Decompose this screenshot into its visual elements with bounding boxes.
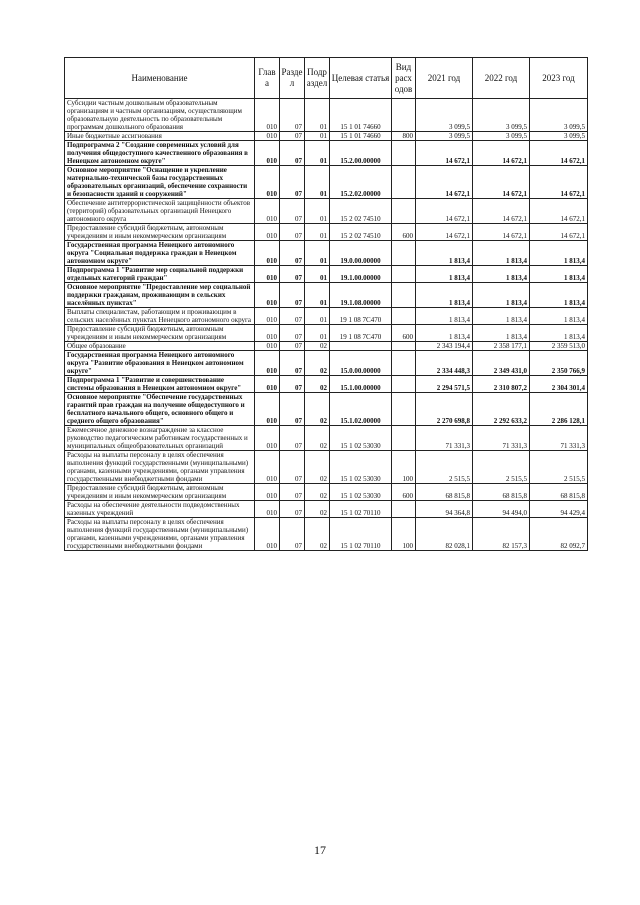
row-podrazdel: 01 bbox=[305, 308, 330, 325]
row-target bbox=[330, 342, 392, 351]
row-value-2023: 94 429,4 bbox=[530, 501, 588, 518]
row-razdel: 07 bbox=[280, 308, 305, 325]
row-vid bbox=[392, 376, 416, 393]
row-vid bbox=[392, 308, 416, 325]
row-name: Основное мероприятие "Оснащение и укрепление материально-технической базы государственных образовательных организаций, обеспечение сохранности и безопасности зданий и сооружений" bbox=[65, 166, 255, 199]
row-razdel: 07 bbox=[280, 266, 305, 283]
row-value-2022: 2 358 177,1 bbox=[473, 342, 530, 351]
row-razdel: 07 bbox=[280, 501, 305, 518]
row-value-2022: 2 349 431,0 bbox=[473, 351, 530, 376]
row-name: Общее образование bbox=[65, 342, 255, 351]
row-value-2023: 3 099,5 bbox=[530, 132, 588, 141]
row-value-2023: 3 099,5 bbox=[530, 99, 588, 132]
row-glava: 010 bbox=[255, 166, 280, 199]
row-value-2022: 1 813,4 bbox=[473, 241, 530, 266]
row-target: 15 1 01 74660 bbox=[330, 99, 392, 132]
row-vid: 600 bbox=[392, 484, 416, 501]
row-podrazdel: 02 bbox=[305, 342, 330, 351]
row-podrazdel: 01 bbox=[305, 99, 330, 132]
row-name: Выплаты специалистам, работающим и проживающим в сельских населённых пунктах Ненецкого автономного округа bbox=[65, 308, 255, 325]
row-target: 15.1.00.00000 bbox=[330, 376, 392, 393]
row-value-2021: 1 813,4 bbox=[416, 266, 473, 283]
table-row bbox=[65, 501, 588, 518]
row-value-2023: 14 672,1 bbox=[530, 224, 588, 241]
row-razdel: 07 bbox=[280, 283, 305, 308]
row-razdel: 07 bbox=[280, 518, 305, 551]
row-value-2021: 1 813,4 bbox=[416, 241, 473, 266]
row-value-2021: 1 813,4 bbox=[416, 325, 473, 342]
row-value-2023: 2 304 301,4 bbox=[530, 376, 588, 393]
row-value-2022: 94 494,0 bbox=[473, 501, 530, 518]
row-glava: 010 bbox=[255, 141, 280, 166]
row-razdel: 07 bbox=[280, 166, 305, 199]
row-name: Расходы на обеспечение деятельности подведомственных казенных учреждений bbox=[65, 501, 255, 518]
row-vid bbox=[392, 199, 416, 224]
row-value-2022: 14 672,1 bbox=[473, 141, 530, 166]
row-value-2021: 1 813,4 bbox=[416, 308, 473, 325]
row-glava: 010 bbox=[255, 342, 280, 351]
row-value-2021: 1 813,4 bbox=[416, 283, 473, 308]
row-value-2023: 1 813,4 bbox=[530, 266, 588, 283]
row-glava: 010 bbox=[255, 99, 280, 132]
row-glava: 010 bbox=[255, 325, 280, 342]
row-target: 15 1 02 53030 bbox=[330, 484, 392, 501]
row-value-2023: 1 813,4 bbox=[530, 283, 588, 308]
row-podrazdel: 01 bbox=[305, 199, 330, 224]
row-value-2021: 94 364,8 bbox=[416, 501, 473, 518]
row-podrazdel: 02 bbox=[305, 518, 330, 551]
row-value-2021: 68 815,8 bbox=[416, 484, 473, 501]
row-value-2022: 1 813,4 bbox=[473, 266, 530, 283]
row-podrazdel: 01 bbox=[305, 132, 330, 141]
row-name: Расходы на выплаты персоналу в целях обеспечения выполнения функций государственными (муниципальными) органами, казенными учреждениями, органами управления государственными внебюджетными фондами bbox=[65, 518, 255, 551]
row-razdel: 07 bbox=[280, 393, 305, 426]
row-vid: 600 bbox=[392, 224, 416, 241]
row-podrazdel: 02 bbox=[305, 376, 330, 393]
row-razdel: 07 bbox=[280, 325, 305, 342]
row-name: Иные бюджетные ассигнования bbox=[65, 132, 255, 141]
row-name: Предоставление субсидий бюджетным, автономным учреждениям и иным некоммерческим организациям bbox=[65, 224, 255, 241]
row-name: Государственная программа Ненецкого автономного округа "Социальная поддержка граждан в Ненецком автономном округе" bbox=[65, 241, 255, 266]
row-razdel: 07 bbox=[280, 199, 305, 224]
row-razdel: 07 bbox=[280, 241, 305, 266]
row-glava: 010 bbox=[255, 224, 280, 241]
row-vid bbox=[392, 283, 416, 308]
row-podrazdel: 01 bbox=[305, 166, 330, 199]
row-name: Субсидии частным дошкольным образовательным организациям и частным организациям, осуществляющим образовательную деятельность по образовательным программам дошкольного образования bbox=[65, 99, 255, 132]
row-glava: 010 bbox=[255, 393, 280, 426]
row-podrazdel: 01 bbox=[305, 241, 330, 266]
header-2022: 2022 год bbox=[473, 58, 530, 99]
row-target: 15 1 02 70110 bbox=[330, 501, 392, 518]
row-value-2022: 68 815,8 bbox=[473, 484, 530, 501]
row-value-2022: 14 672,1 bbox=[473, 199, 530, 224]
row-target: 15.2.02.00000 bbox=[330, 166, 392, 199]
table-row bbox=[65, 266, 588, 283]
row-glava: 010 bbox=[255, 376, 280, 393]
table-row bbox=[65, 342, 588, 351]
row-glava: 010 bbox=[255, 199, 280, 224]
row-value-2023: 68 815,8 bbox=[530, 484, 588, 501]
row-vid bbox=[392, 166, 416, 199]
row-podrazdel: 02 bbox=[305, 484, 330, 501]
row-glava: 010 bbox=[255, 518, 280, 551]
row-value-2022: 2 310 807,2 bbox=[473, 376, 530, 393]
row-target: 15.1.02.00000 bbox=[330, 393, 392, 426]
row-target: 15 1 02 70110 bbox=[330, 518, 392, 551]
row-value-2023: 1 813,4 bbox=[530, 308, 588, 325]
row-value-2022: 1 813,4 bbox=[473, 325, 530, 342]
row-target: 19.0.00.00000 bbox=[330, 241, 392, 266]
row-value-2021: 14 672,1 bbox=[416, 141, 473, 166]
row-value-2023: 14 672,1 bbox=[530, 166, 588, 199]
header-vid: Вид расх одов bbox=[392, 58, 416, 99]
row-target: 15 1 02 53030 bbox=[330, 451, 392, 484]
header-glava: Глав а bbox=[255, 58, 280, 99]
row-podrazdel: 01 bbox=[305, 141, 330, 166]
row-value-2023: 71 331,3 bbox=[530, 426, 588, 451]
table-row bbox=[65, 518, 588, 551]
row-razdel: 07 bbox=[280, 99, 305, 132]
row-value-2023: 82 092,7 bbox=[530, 518, 588, 551]
row-vid bbox=[392, 501, 416, 518]
row-vid: 800 bbox=[392, 132, 416, 141]
row-vid bbox=[392, 393, 416, 426]
row-glava: 010 bbox=[255, 283, 280, 308]
row-value-2022: 3 099,5 bbox=[473, 99, 530, 132]
header-razdel: Разде л bbox=[280, 58, 305, 99]
row-name: Основное мероприятие "Предоставление мер социальной поддержки гражданам, проживающим в сельских населённых пунктах" bbox=[65, 283, 255, 308]
row-razdel: 07 bbox=[280, 224, 305, 241]
row-vid bbox=[392, 342, 416, 351]
row-razdel: 07 bbox=[280, 484, 305, 501]
row-name: Обеспечение антитеррористической защищённости объектов (территорий) образовательных организаций Ненецкого автономного округа bbox=[65, 199, 255, 224]
row-glava: 010 bbox=[255, 484, 280, 501]
row-value-2021: 71 331,3 bbox=[416, 426, 473, 451]
row-target: 19 1 08 7С470 bbox=[330, 308, 392, 325]
row-target: 15 2 02 74510 bbox=[330, 199, 392, 224]
row-glava: 010 bbox=[255, 308, 280, 325]
row-podrazdel: 02 bbox=[305, 451, 330, 484]
row-podrazdel: 01 bbox=[305, 325, 330, 342]
header-row bbox=[65, 58, 588, 99]
row-vid bbox=[392, 99, 416, 132]
row-target: 19 1 08 7С470 bbox=[330, 325, 392, 342]
page-number: 17 bbox=[314, 843, 326, 857]
row-value-2021: 14 672,1 bbox=[416, 224, 473, 241]
row-value-2021: 2 294 571,5 bbox=[416, 376, 473, 393]
row-vid bbox=[392, 266, 416, 283]
row-value-2023: 2 515,5 bbox=[530, 451, 588, 484]
row-value-2021: 2 515,5 bbox=[416, 451, 473, 484]
row-glava: 010 bbox=[255, 451, 280, 484]
row-value-2022: 1 813,4 bbox=[473, 283, 530, 308]
budget-table bbox=[64, 57, 588, 551]
row-value-2022: 2 292 633,2 bbox=[473, 393, 530, 426]
row-razdel: 07 bbox=[280, 342, 305, 351]
row-glava: 010 bbox=[255, 351, 280, 376]
table-body bbox=[65, 99, 588, 551]
row-value-2022: 2 515,5 bbox=[473, 451, 530, 484]
row-target: 15 1 02 53030 bbox=[330, 426, 392, 451]
row-value-2021: 3 099,5 bbox=[416, 99, 473, 132]
row-value-2022: 3 099,5 bbox=[473, 132, 530, 141]
row-glava: 010 bbox=[255, 132, 280, 141]
row-podrazdel: 02 bbox=[305, 501, 330, 518]
row-podrazdel: 02 bbox=[305, 393, 330, 426]
header-name: Наименование bbox=[65, 58, 255, 99]
row-value-2021: 14 672,1 bbox=[416, 199, 473, 224]
table-row bbox=[65, 426, 588, 451]
row-value-2022: 14 672,1 bbox=[473, 224, 530, 241]
row-value-2022: 82 157,3 bbox=[473, 518, 530, 551]
table-row bbox=[65, 283, 588, 308]
table-row bbox=[65, 224, 588, 241]
table-row bbox=[65, 166, 588, 199]
row-glava: 010 bbox=[255, 426, 280, 451]
header-2023: 2023 год bbox=[530, 58, 588, 99]
row-razdel: 07 bbox=[280, 426, 305, 451]
row-vid bbox=[392, 351, 416, 376]
row-podrazdel: 01 bbox=[305, 266, 330, 283]
row-value-2021: 3 099,5 bbox=[416, 132, 473, 141]
row-value-2021: 82 028,1 bbox=[416, 518, 473, 551]
row-razdel: 07 bbox=[280, 132, 305, 141]
row-name: Предоставление субсидий бюджетным, автономным учреждениям и иным некоммерческим организациям bbox=[65, 484, 255, 501]
row-vid bbox=[392, 141, 416, 166]
row-target: 15.2.00.00000 bbox=[330, 141, 392, 166]
row-target: 19.1.00.00000 bbox=[330, 266, 392, 283]
row-name: Подпрограмма 1 "Развитие мер социальной поддержки отдельных категорий граждан" bbox=[65, 266, 255, 283]
table-row bbox=[65, 376, 588, 393]
row-name: Основное мероприятие "Обеспечение государственных гарантий прав граждан на получение общедоступного и бесплатного начального общего, основного общего и среднего общего образования" bbox=[65, 393, 255, 426]
row-value-2021: 2 343 194,4 bbox=[416, 342, 473, 351]
row-value-2023: 2 350 766,9 bbox=[530, 351, 588, 376]
row-target: 15.0.00.00000 bbox=[330, 351, 392, 376]
row-value-2021: 2 334 448,3 bbox=[416, 351, 473, 376]
table-row bbox=[65, 308, 588, 325]
header-target: Целевая статья bbox=[330, 58, 392, 99]
table-row bbox=[65, 99, 588, 132]
row-value-2021: 14 672,1 bbox=[416, 166, 473, 199]
row-vid: 100 bbox=[392, 518, 416, 551]
table-row bbox=[65, 241, 588, 266]
table-row bbox=[65, 393, 588, 426]
row-value-2023: 14 672,1 bbox=[530, 141, 588, 166]
table-row bbox=[65, 351, 588, 376]
row-value-2022: 14 672,1 bbox=[473, 166, 530, 199]
row-target: 15 1 01 74660 bbox=[330, 132, 392, 141]
row-value-2022: 1 813,4 bbox=[473, 308, 530, 325]
table-row bbox=[65, 484, 588, 501]
row-name: Предоставление субсидий бюджетным, автономным учреждениям и иным некоммерческим организациям bbox=[65, 325, 255, 342]
row-target: 15 2 02 74510 bbox=[330, 224, 392, 241]
row-razdel: 07 bbox=[280, 376, 305, 393]
row-podrazdel: 02 bbox=[305, 426, 330, 451]
row-value-2023: 1 813,4 bbox=[530, 325, 588, 342]
row-name: Подпрограмма 2 "Создание современных условий для получения общедоступного качественного образования в Ненецком автономном округе" bbox=[65, 141, 255, 166]
row-razdel: 07 bbox=[280, 351, 305, 376]
row-name: Ежемесячное денежное вознаграждение за классное руководство педагогическим работникам государственных и муниципальных общеобразовательных организаций bbox=[65, 426, 255, 451]
row-razdel: 07 bbox=[280, 451, 305, 484]
row-glava: 010 bbox=[255, 266, 280, 283]
row-podrazdel: 01 bbox=[305, 224, 330, 241]
table-row bbox=[65, 132, 588, 141]
row-value-2023: 2 286 128,1 bbox=[530, 393, 588, 426]
header-2021: 2021 год bbox=[416, 58, 473, 99]
row-vid bbox=[392, 426, 416, 451]
row-value-2022: 71 331,3 bbox=[473, 426, 530, 451]
row-value-2023: 14 672,1 bbox=[530, 199, 588, 224]
header-podrazdel: Подр аздел bbox=[305, 58, 330, 99]
row-glava: 010 bbox=[255, 241, 280, 266]
row-podrazdel: 02 bbox=[305, 351, 330, 376]
row-value-2021: 2 270 698,8 bbox=[416, 393, 473, 426]
row-name: Подпрограмма 1 "Развитие и совершенствование системы образования в Ненецком автономном округе" bbox=[65, 376, 255, 393]
row-glava: 010 bbox=[255, 501, 280, 518]
row-podrazdel: 01 bbox=[305, 283, 330, 308]
row-vid bbox=[392, 241, 416, 266]
table-row bbox=[65, 451, 588, 484]
row-value-2023: 1 813,4 bbox=[530, 241, 588, 266]
table-row bbox=[65, 199, 588, 224]
row-target: 19.1.08.00000 bbox=[330, 283, 392, 308]
table-row bbox=[65, 141, 588, 166]
row-name: Государственная программа Ненецкого автономного округа "Развитие образования в Ненецком автономном округе" bbox=[65, 351, 255, 376]
row-razdel: 07 bbox=[280, 141, 305, 166]
row-vid: 100 bbox=[392, 451, 416, 484]
row-name: Расходы на выплаты персоналу в целях обеспечения выполнения функций государственными (муниципальными) органами, казенными учреждениями, органами управления государственными внебюджетными фондами bbox=[65, 451, 255, 484]
row-vid: 600 bbox=[392, 325, 416, 342]
table-row bbox=[65, 325, 588, 342]
row-value-2023: 2 359 513,0 bbox=[530, 342, 588, 351]
